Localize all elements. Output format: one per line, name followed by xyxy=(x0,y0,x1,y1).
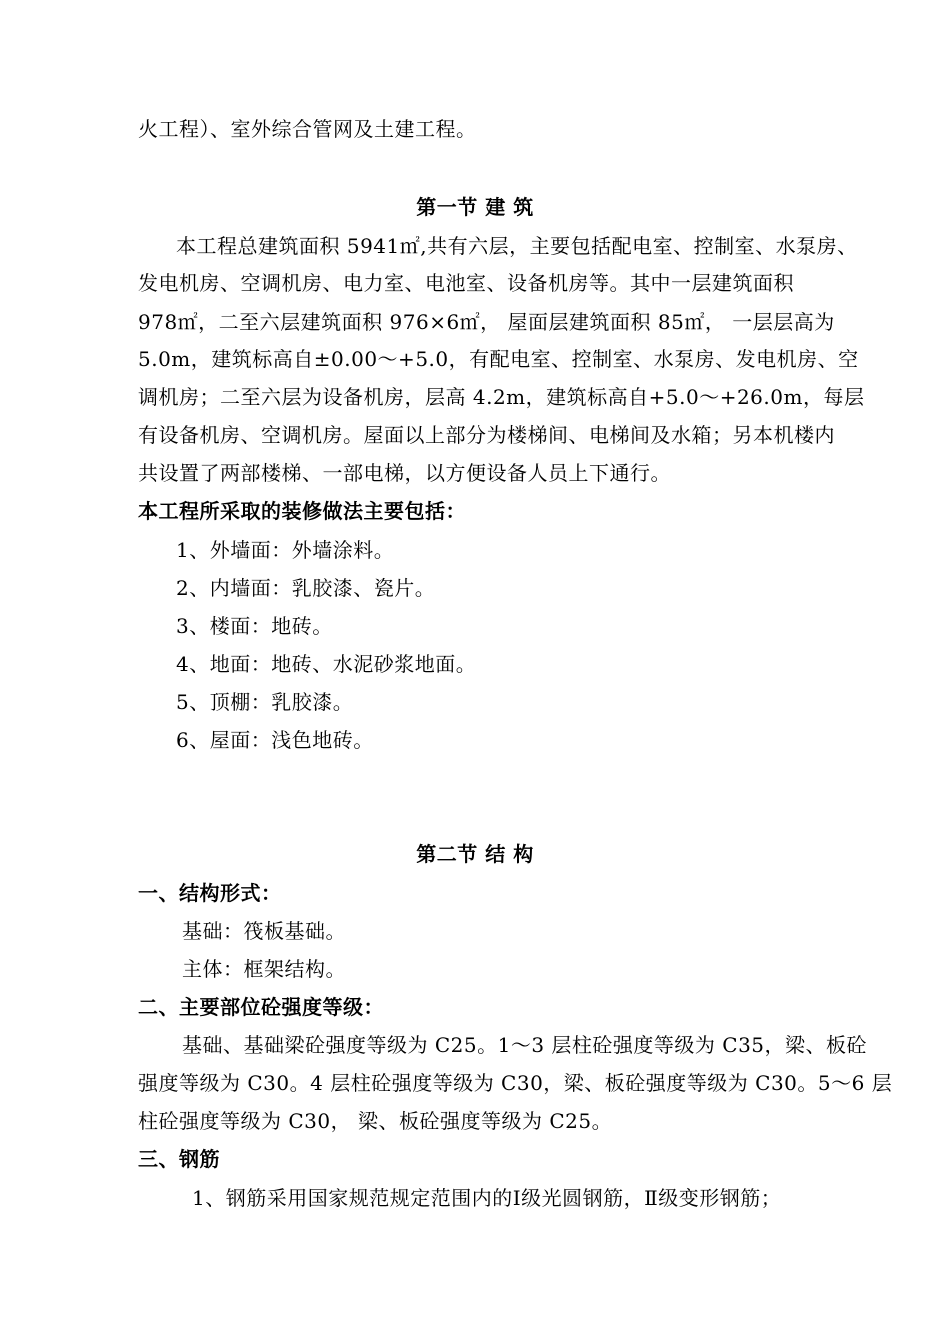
rebar-heading: 三、钢筋 xyxy=(138,1147,220,1171)
decoration-heading: 本工程所采取的装修做法主要包括： xyxy=(138,499,466,523)
section-1-para-line: 调机房；二至六层为设备机房，层高 4.2m，建筑标高自+5.0～+26.0m，每层 xyxy=(138,385,865,409)
concrete-grade-line: 柱砼强度等级为 C30， 梁、板砼强度等级为 C25。 xyxy=(138,1109,613,1133)
decoration-item: 6、屋面：浅色地砖。 xyxy=(176,728,374,752)
concrete-grade-line: 强度等级为 C30。4 层柱砼强度等级为 C30，梁、板砼强度等级为 C30。5～6 层 xyxy=(138,1071,893,1095)
section-1-para-line: 共设置了两部楼梯、一部电梯，以方便设备人员上下通行。 xyxy=(138,461,671,485)
section-1-para-line: 本工程总建筑面积 5941㎡,共有六层，主要包括配电室、控制室、水泵房、 xyxy=(176,234,858,258)
concrete-grade-line: 基础、基础梁砼强度等级为 C25。1～3 层柱砼强度等级为 C35，梁、板砼 xyxy=(182,1033,868,1057)
decoration-item: 2、内墙面：乳胶漆、瓷片。 xyxy=(176,576,436,600)
section-1-para-line: 有设备机房、空调机房。屋面以上部分为楼梯间、电梯间及水箱；另本机楼内 xyxy=(138,423,835,447)
decoration-item: 3、楼面：地砖。 xyxy=(176,614,333,638)
section-1-para-line: 5.0m，建筑标高自±0.00～+5.0，有配电室、控制室、水泵房、发电机房、空 xyxy=(138,347,859,371)
decoration-item: 4、地面：地砖、水泥砂浆地面。 xyxy=(176,652,477,676)
structure-form-heading: 一、结构形式： xyxy=(138,881,282,905)
decoration-item: 5、顶棚：乳胶漆。 xyxy=(176,690,354,714)
decoration-item: 1、外墙面：外墙涂料。 xyxy=(176,538,395,562)
section-1-para-line: 978㎡，二至六层建筑面积 976×6㎡， 屋面层建筑面积 85㎡， 一层层高为 xyxy=(138,310,835,334)
section-1-title: 第一节 建 筑 xyxy=(416,195,534,219)
structure-form-item: 基础：筏板基础。 xyxy=(182,919,346,943)
concrete-grade-heading: 二、主要部位砼强度等级： xyxy=(138,995,384,1019)
section-1-para-line: 发电机房、空调机房、电力室、电池室、设备机房等。其中一层建筑面积 xyxy=(138,271,794,295)
structure-form-item: 主体：框架结构。 xyxy=(182,957,346,981)
section-2-title: 第二节 结 构 xyxy=(416,842,534,866)
rebar-line: 1、钢筋采用国家规范规定范围内的Ⅰ级光圆钢筋，Ⅱ级变形钢筋； xyxy=(192,1186,782,1210)
intro-line: 火工程）、室外综合管网及土建工程。 xyxy=(138,117,477,141)
